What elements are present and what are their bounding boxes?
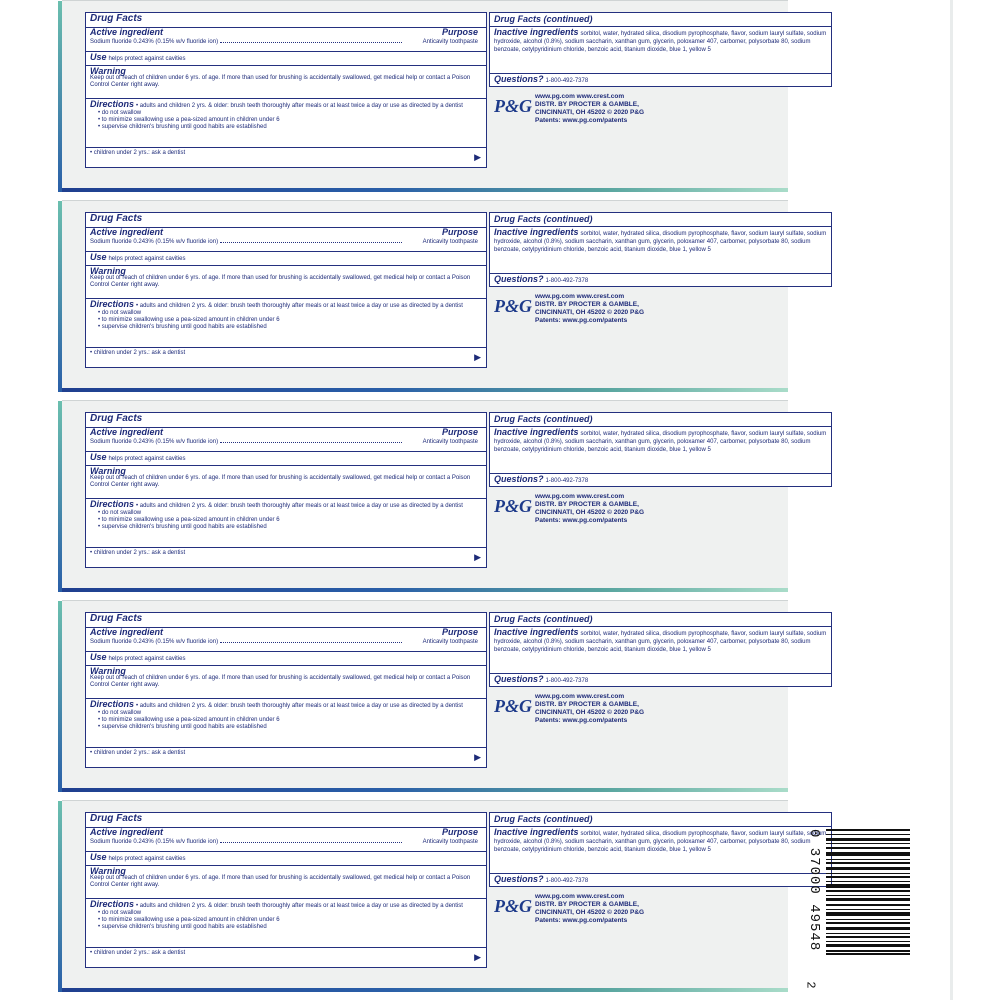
inactive-ingredients-section [494, 428, 827, 454]
distributor-line: DISTR. BY PROCTER & GAMBLE, [535, 301, 639, 308]
drug-facts-continued-panel [489, 812, 832, 887]
active-ingredient-section [90, 28, 482, 50]
website-line: www.pg.com www.crest.com [535, 693, 625, 700]
distributor-line: DISTR. BY PROCTER & GAMBLE, [535, 101, 639, 108]
pg-logo: P&G [494, 496, 532, 516]
drug-facts-continued-panel [489, 12, 832, 87]
manufacturer-block [489, 893, 819, 943]
directions-lead: • adults and children 2 yrs. & older: brush teeth thoroughly after meals or at least twice a day or use as directed by a dentist [135, 503, 463, 509]
directions-section [90, 500, 482, 531]
manufacturer-info [535, 893, 644, 925]
questions-phone: 1-800-492-7378 [545, 478, 589, 484]
address-line: CINCINNATI, OH 45202 © 2020 P&G [535, 109, 645, 116]
patents-line: Patents: www.pg.com/patents [535, 717, 628, 724]
manufacturer-block [489, 493, 819, 543]
directions-item: • supervise children's brushing until good habits are established [98, 324, 267, 330]
barcode-check-digit: 2 [803, 981, 818, 989]
pg-logo: P&G [494, 896, 532, 916]
inactive-ingredients-text: sorbitol, water, hydrated silica, disodium pyrophosphate, flavor, sodium lauryl sulfate, sodium hydroxide, alcohol (0.8%), sodium saccharin, xanthan gum, glycerin, poloxamer 407, carbomer, polysorbate 80, sodium benzoate, cetylpyridinium chloride, benzoic acid, titanium dioxide, blue 1, yellow 5 [494, 831, 827, 853]
active-ingredient-section [90, 228, 482, 250]
use-text: helps protect against cavities [108, 856, 186, 862]
purpose-label: Purpose [441, 827, 478, 837]
drug-facts-panel [85, 812, 487, 968]
drug-facts-heading: Drug Facts [90, 13, 143, 24]
directions-item: • supervise children's brushing until good habits are established [98, 724, 267, 730]
carton-edge [58, 201, 62, 392]
directions-item: • to minimize swallowing use a pea-sized amount in children under 6 [98, 317, 280, 323]
warning-section [90, 667, 482, 689]
directions-item: • supervise children's brushing until good habits are established [98, 124, 267, 130]
continue-arrow-icon: ▶ [474, 552, 481, 562]
drug-facts-panel [85, 12, 487, 168]
directions-label: Directions [90, 99, 135, 109]
purpose-label: Purpose [441, 27, 478, 37]
drug-facts-continued-panel [489, 412, 832, 487]
active-ingredient-label: Active ingredient [90, 227, 164, 237]
drug-facts-heading: Drug Facts [90, 413, 143, 424]
questions-section [494, 275, 827, 285]
drug-facts-continued-title [494, 215, 827, 225]
questions-section [494, 75, 827, 85]
active-ingredient-label: Active ingredient [90, 827, 164, 837]
purpose-label: Purpose [441, 627, 478, 637]
directions-label: Directions [90, 299, 135, 309]
drug-facts-continued-heading: Drug Facts (continued) [494, 414, 593, 424]
questions-section [494, 875, 827, 885]
inactive-ingredients-section [494, 628, 827, 654]
pg-logo: P&G [494, 296, 532, 316]
active-ingredient-label: Active ingredient [90, 427, 164, 437]
drug-facts-heading: Drug Facts [90, 813, 143, 824]
active-ingredient-text: Sodium fluoride 0.243% (0.15% w/v fluoride ion) [90, 639, 219, 645]
directions-item: • do not swallow [98, 310, 142, 316]
patents-line: Patents: www.pg.com/patents [535, 317, 628, 324]
directions-item: • to minimize swallowing use a pea-sized amount in children under 6 [98, 517, 280, 523]
directions-lead: • adults and children 2 yrs. & older: brush teeth thoroughly after meals or at least twice a day or use as directed by a dentist [135, 703, 463, 709]
toothpaste-carton [62, 600, 827, 792]
directions-lead: • adults and children 2 yrs. & older: brush teeth thoroughly after meals or at least twice a day or use as directed by a dentist [135, 903, 463, 909]
manufacturer-info [535, 493, 644, 525]
directions-item: • do not swallow [98, 910, 142, 916]
warning-section [90, 867, 482, 889]
warning-section [90, 67, 482, 89]
purpose-label: Purpose [441, 227, 478, 237]
drug-facts-continued-panel [489, 612, 832, 687]
drug-facts-panel [85, 412, 487, 568]
drug-facts-continued-heading: Drug Facts (continued) [494, 14, 593, 24]
purpose-text: Anticavity toothpaste [422, 839, 478, 845]
toothpaste-carton [62, 0, 827, 192]
manufacturer-block [489, 293, 819, 343]
continue-arrow-icon: ▶ [474, 352, 481, 362]
website-line: www.pg.com www.crest.com [535, 293, 625, 300]
pg-logo: P&G [494, 96, 532, 116]
purpose-text: Anticavity toothpaste [422, 239, 478, 245]
drug-facts-panel [85, 612, 487, 768]
directions-lead: • adults and children 2 yrs. & older: brush teeth thoroughly after meals or at least twice a day or use as directed by a dentist [135, 303, 463, 309]
pg-logo: P&G [494, 696, 532, 716]
questions-phone: 1-800-492-7378 [545, 78, 589, 84]
questions-section [494, 475, 827, 485]
active-ingredient-text: Sodium fluoride 0.243% (0.15% w/v fluoride ion) [90, 39, 219, 45]
inactive-ingredients-section [494, 28, 827, 54]
carton-edge [58, 801, 62, 992]
toothpaste-carton [62, 400, 827, 592]
distributor-line: DISTR. BY PROCTER & GAMBLE, [535, 501, 639, 508]
purpose-text: Anticavity toothpaste [422, 639, 478, 645]
use-text: helps protect against cavities [108, 656, 186, 662]
directions-label: Directions [90, 699, 135, 709]
warning-label: Warning [90, 866, 126, 876]
warning-label: Warning [90, 466, 126, 476]
active-ingredient-section [90, 428, 482, 450]
website-line: www.pg.com www.crest.com [535, 893, 625, 900]
questions-label: Questions? [494, 74, 544, 84]
questions-label: Questions? [494, 674, 544, 684]
questions-label: Questions? [494, 474, 544, 484]
use-section [90, 53, 482, 63]
use-label: Use [90, 52, 107, 62]
directions-label: Directions [90, 899, 135, 909]
drug-facts-title [90, 415, 482, 424]
barcode [826, 829, 910, 955]
directions-item: • to minimize swallowing use a pea-sized amount in children under 6 [98, 717, 280, 723]
directions-label: Directions [90, 499, 135, 509]
drug-facts-continued-heading: Drug Facts (continued) [494, 814, 593, 824]
warning-text: Keep out of reach of children under 6 yrs. of age. If more than used for brushing is accidentally swallowed, get medical help or contact a Poison Control Center right away. [90, 275, 471, 288]
carton-edge [58, 601, 62, 792]
use-label: Use [90, 452, 107, 462]
use-text: helps protect against cavities [108, 256, 186, 262]
manufacturer-info [535, 93, 644, 125]
drug-facts-continued-title [494, 815, 827, 825]
directions-last-item: • children under 2 yrs.: ask a dentist [90, 350, 186, 356]
questions-phone: 1-800-492-7378 [545, 678, 589, 684]
warning-label: Warning [90, 666, 126, 676]
directions-last-item: • children under 2 yrs.: ask a dentist [90, 550, 186, 556]
patents-line: Patents: www.pg.com/patents [535, 117, 628, 124]
directions-section [90, 100, 482, 131]
directions-item: • to minimize swallowing use a pea-sized amount in children under 6 [98, 917, 280, 923]
patents-line: Patents: www.pg.com/patents [535, 517, 628, 524]
warning-text: Keep out of reach of children under 6 yrs. of age. If more than used for brushing is accidentally swallowed, get medical help or contact a Poison Control Center right away. [90, 675, 471, 688]
drug-facts-continued-heading: Drug Facts (continued) [494, 214, 593, 224]
use-label: Use [90, 852, 107, 862]
directions-section [90, 700, 482, 731]
inactive-ingredients-label: Inactive ingredients [494, 27, 579, 37]
directions-last-item: • children under 2 yrs.: ask a dentist [90, 950, 186, 956]
drug-facts-continued-panel [489, 212, 832, 287]
manufacturer-block [489, 693, 819, 743]
drug-facts-continued-title [494, 15, 827, 25]
use-text: helps protect against cavities [108, 456, 186, 462]
questions-section [494, 675, 827, 685]
directions-item: • do not swallow [98, 710, 142, 716]
drug-facts-title [90, 615, 482, 624]
active-ingredient-text: Sodium fluoride 0.243% (0.15% w/v fluoride ion) [90, 439, 219, 445]
patents-line: Patents: www.pg.com/patents [535, 917, 628, 924]
warning-text: Keep out of reach of children under 6 yrs. of age. If more than used for brushing is accidentally swallowed, get medical help or contact a Poison Control Center right away. [90, 75, 471, 88]
directions-lead: • adults and children 2 yrs. & older: brush teeth thoroughly after meals or at least twice a day or use as directed by a dentist [135, 103, 463, 109]
warning-label: Warning [90, 66, 126, 76]
directions-item: • supervise children's brushing until good habits are established [98, 924, 267, 930]
address-line: CINCINNATI, OH 45202 © 2020 P&G [535, 509, 645, 516]
drug-facts-continued-heading: Drug Facts (continued) [494, 614, 593, 624]
inactive-ingredients-label: Inactive ingredients [494, 427, 579, 437]
directions-section [90, 300, 482, 331]
active-ingredient-text: Sodium fluoride 0.243% (0.15% w/v fluoride ion) [90, 839, 219, 845]
purpose-text: Anticavity toothpaste [422, 39, 478, 45]
purpose-label: Purpose [441, 427, 478, 437]
continue-arrow-icon: ▶ [474, 952, 481, 962]
use-text: helps protect against cavities [108, 56, 186, 62]
carton-edge [58, 1, 62, 192]
active-ingredient-label: Active ingredient [90, 27, 164, 37]
drug-facts-heading: Drug Facts [90, 213, 143, 224]
active-ingredient-section [90, 828, 482, 850]
use-section [90, 853, 482, 863]
manufacturer-info [535, 293, 644, 325]
address-line: CINCINNATI, OH 45202 © 2020 P&G [535, 909, 645, 916]
directions-item: • do not swallow [98, 510, 142, 516]
questions-phone: 1-800-492-7378 [545, 278, 589, 284]
continue-arrow-icon: ▶ [474, 152, 481, 162]
drug-facts-panel [85, 212, 487, 368]
inactive-ingredients-text: sorbitol, water, hydrated silica, disodium pyrophosphate, flavor, sodium lauryl sulfate, sodium hydroxide, alcohol (0.8%), sodium saccharin, xanthan gum, glycerin, poloxamer 407, carbomer, polysorbate 80, sodium benzoate, cetylpyridinium chloride, benzoic acid, titanium dioxide, blue 1, yellow 5 [494, 631, 827, 653]
inactive-ingredients-label: Inactive ingredients [494, 827, 579, 837]
carton-edge [58, 401, 62, 592]
questions-label: Questions? [494, 874, 544, 884]
right-edge-strip [950, 0, 953, 1000]
distributor-line: DISTR. BY PROCTER & GAMBLE, [535, 901, 639, 908]
directions-item: • supervise children's brushing until good habits are established [98, 524, 267, 530]
distributor-line: DISTR. BY PROCTER & GAMBLE, [535, 701, 639, 708]
warning-section [90, 467, 482, 489]
website-line: www.pg.com www.crest.com [535, 493, 625, 500]
questions-phone: 1-800-492-7378 [545, 878, 589, 884]
directions-last-item: • children under 2 yrs.: ask a dentist [90, 750, 186, 756]
use-section [90, 653, 482, 663]
manufacturer-info [535, 693, 644, 725]
warning-label: Warning [90, 266, 126, 276]
directions-item: • do not swallow [98, 110, 142, 116]
drug-facts-continued-title [494, 615, 827, 625]
inactive-ingredients-text: sorbitol, water, hydrated silica, disodium pyrophosphate, flavor, sodium lauryl sulfate, sodium hydroxide, alcohol (0.8%), sodium saccharin, xanthan gum, glycerin, poloxamer 407, carbomer, polysorbate 80, sodium benzoate, cetylpyridinium chloride, benzoic acid, titanium dioxide, blue 1, yellow 5 [494, 31, 827, 53]
use-label: Use [90, 252, 107, 262]
active-ingredient-label: Active ingredient [90, 627, 164, 637]
drug-facts-title [90, 215, 482, 224]
drug-facts-continued-title [494, 415, 827, 425]
use-label: Use [90, 652, 107, 662]
toothpaste-carton [62, 200, 827, 392]
use-section [90, 253, 482, 263]
manufacturer-block [489, 93, 819, 143]
active-ingredient-section [90, 628, 482, 650]
directions-last-item: • children under 2 yrs.: ask a dentist [90, 150, 186, 156]
inactive-ingredients-section [494, 828, 827, 854]
continue-arrow-icon: ▶ [474, 752, 481, 762]
barcode-number: 0 37000 49548 [806, 829, 822, 952]
inactive-ingredients-label: Inactive ingredients [494, 227, 579, 237]
use-section [90, 453, 482, 463]
questions-label: Questions? [494, 274, 544, 284]
inactive-ingredients-label: Inactive ingredients [494, 627, 579, 637]
drug-facts-title [90, 15, 482, 24]
directions-section [90, 900, 482, 931]
inactive-ingredients-text: sorbitol, water, hydrated silica, disodium pyrophosphate, flavor, sodium lauryl sulfate, sodium hydroxide, alcohol (0.8%), sodium saccharin, xanthan gum, glycerin, poloxamer 407, carbomer, polysorbate 80, sodium benzoate, cetylpyridinium chloride, benzoic acid, titanium dioxide, blue 1, yellow 5 [494, 231, 827, 253]
warning-text: Keep out of reach of children under 6 yrs. of age. If more than used for brushing is accidentally swallowed, get medical help or contact a Poison Control Center right away. [90, 475, 471, 488]
drug-facts-title [90, 815, 482, 824]
website-line: www.pg.com www.crest.com [535, 93, 625, 100]
drug-facts-heading: Drug Facts [90, 613, 143, 624]
inactive-ingredients-section [494, 228, 827, 254]
active-ingredient-text: Sodium fluoride 0.243% (0.15% w/v fluoride ion) [90, 239, 219, 245]
directions-item: • to minimize swallowing use a pea-sized amount in children under 6 [98, 117, 280, 123]
inactive-ingredients-text: sorbitol, water, hydrated silica, disodium pyrophosphate, flavor, sodium lauryl sulfate, sodium hydroxide, alcohol (0.8%), sodium saccharin, xanthan gum, glycerin, poloxamer 407, carbomer, polysorbate 80, sodium benzoate, cetylpyridinium chloride, benzoic acid, titanium dioxide, blue 1, yellow 5 [494, 431, 827, 453]
warning-text: Keep out of reach of children under 6 yrs. of age. If more than used for brushing is accidentally swallowed, get medical help or contact a Poison Control Center right away. [90, 875, 471, 888]
address-line: CINCINNATI, OH 45202 © 2020 P&G [535, 709, 645, 716]
address-line: CINCINNATI, OH 45202 © 2020 P&G [535, 309, 645, 316]
warning-section [90, 267, 482, 289]
purpose-text: Anticavity toothpaste [422, 439, 478, 445]
